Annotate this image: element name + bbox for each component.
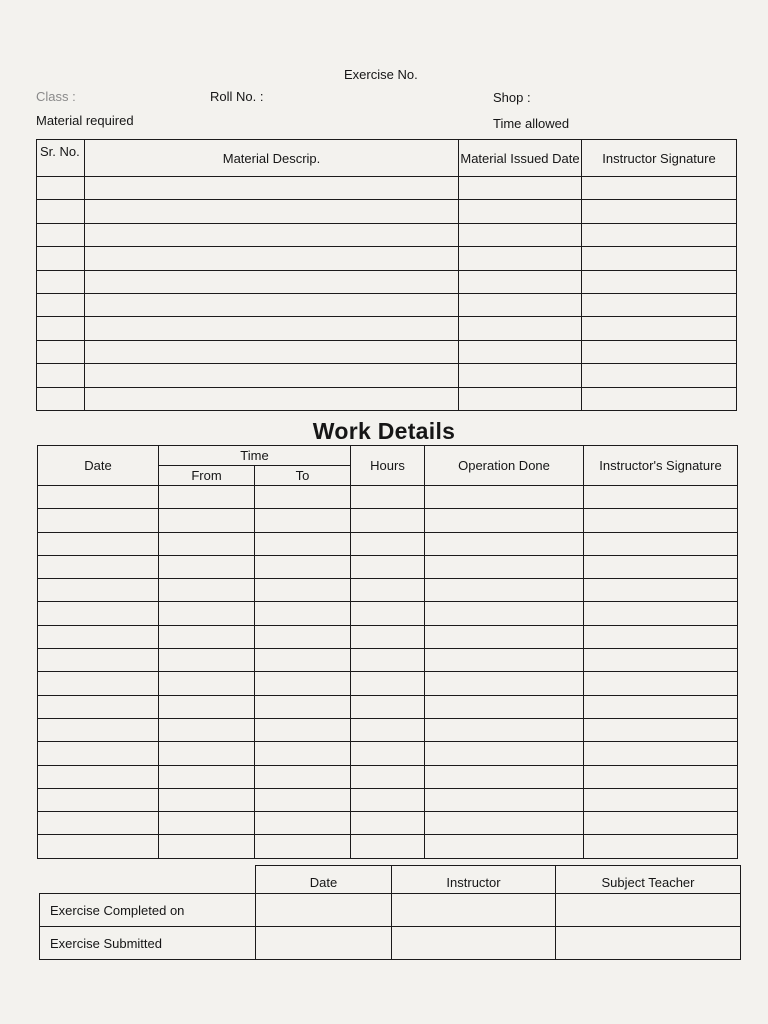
instructor-signature-cell[interactable] [582,293,737,316]
material-description-cell[interactable] [85,177,459,200]
material-table-row [37,247,737,270]
issued-date-cell[interactable] [459,247,582,270]
date-cell[interactable] [38,695,159,718]
operation-done-cell[interactable] [425,602,584,625]
work-table-row [38,672,738,695]
material-description-cell[interactable] [85,364,459,387]
sr-no-cell[interactable] [37,293,85,316]
hours-cell[interactable] [351,509,425,532]
date-cell[interactable] [38,579,159,602]
date-cell[interactable] [38,742,159,765]
time-to-cell[interactable] [255,695,351,718]
instructors-signature-cell[interactable] [584,672,738,695]
hours-cell[interactable] [351,788,425,811]
instructors-signature-cell[interactable] [584,486,738,509]
time-to-cell[interactable] [255,835,351,858]
date-cell[interactable] [38,602,159,625]
instructors-signature-cell[interactable] [584,625,738,648]
work-table-row [38,788,738,811]
material-description-header: Material Descrip. [85,140,459,177]
time-to-cell[interactable] [255,625,351,648]
time-to-cell[interactable] [255,649,351,672]
date-cell[interactable] [38,555,159,578]
sr-no-cell[interactable] [37,270,85,293]
instructor-signature-cell[interactable] [582,200,737,223]
instructors-signature-cell[interactable] [584,509,738,532]
submitted-date-cell[interactable] [256,927,392,960]
hours-cell[interactable] [351,672,425,695]
sr-no-header: Sr. No. [37,140,85,177]
work-table-row [38,555,738,578]
issued-date-cell[interactable] [459,293,582,316]
material-table-row [37,177,737,200]
work-table-row [38,742,738,765]
instructors-signature-header: Instructor's Signature [584,446,738,486]
date-cell[interactable] [38,812,159,835]
issued-date-cell[interactable] [459,340,582,363]
time-to-cell[interactable] [255,486,351,509]
work-table-row [38,765,738,788]
operation-done-cell[interactable] [425,625,584,648]
work-table-row [38,579,738,602]
instructors-signature-cell[interactable] [584,532,738,555]
time-from-cell[interactable] [159,718,255,741]
work-table-header-row [38,446,738,466]
instructors-signature-cell[interactable] [584,765,738,788]
instructor-signature-cell[interactable] [582,177,737,200]
time-to-cell[interactable] [255,718,351,741]
completion-corner-cell [40,866,256,894]
instructors-signature-cell[interactable] [584,579,738,602]
shop-label: Shop : [493,90,531,105]
sr-no-cell[interactable] [37,387,85,410]
date-cell[interactable] [38,718,159,741]
hours-cell[interactable] [351,649,425,672]
hours-cell[interactable] [351,695,425,718]
time-from-cell[interactable] [159,765,255,788]
time-to-cell[interactable] [255,555,351,578]
work-table-row [38,835,738,858]
hours-cell[interactable] [351,532,425,555]
operation-done-cell[interactable] [425,509,584,532]
time-from-cell[interactable] [159,532,255,555]
completion-subject-teacher-header: Subject Teacher [556,866,741,894]
operation-done-cell[interactable] [425,649,584,672]
hours-cell[interactable] [351,486,425,509]
issued-date-cell[interactable] [459,200,582,223]
time-from-cell[interactable] [159,695,255,718]
completion-table [39,865,741,960]
roll-no-label: Roll No. : [210,89,264,104]
work-table-row [38,649,738,672]
operation-done-cell[interactable] [425,812,584,835]
operation-done-cell[interactable] [425,695,584,718]
sr-no-cell[interactable] [37,317,85,340]
time-from-cell[interactable] [159,672,255,695]
class-label: Class : [36,89,76,104]
material-table-row [37,387,737,410]
instructor-signature-cell[interactable] [582,387,737,410]
time-to-cell[interactable] [255,672,351,695]
instructor-signature-cell[interactable] [582,270,737,293]
work-table-row [38,509,738,532]
time-to-cell[interactable] [255,765,351,788]
material-description-cell[interactable] [85,223,459,246]
operation-done-cell[interactable] [425,765,584,788]
exercise-no-label: Exercise No. [344,67,418,82]
sr-no-cell[interactable] [37,364,85,387]
instructors-signature-cell[interactable] [584,788,738,811]
operation-done-cell[interactable] [425,788,584,811]
completed-subject-teacher-cell[interactable] [556,894,741,927]
exercise-submitted-label: Exercise Submitted [40,927,256,960]
operation-done-cell[interactable] [425,486,584,509]
work-table-row [38,602,738,625]
time-from-cell[interactable] [159,742,255,765]
hours-cell[interactable] [351,742,425,765]
exercise-completed-label: Exercise Completed on [40,894,256,927]
material-table-row [37,317,737,340]
material-description-cell[interactable] [85,270,459,293]
operation-done-cell[interactable] [425,672,584,695]
instructors-signature-cell[interactable] [584,742,738,765]
time-from-cell[interactable] [159,625,255,648]
instructors-signature-cell[interactable] [584,602,738,625]
material-table-row [37,364,737,387]
sr-no-cell[interactable] [37,340,85,363]
time-to-cell[interactable] [255,509,351,532]
instructor-signature-cell[interactable] [582,247,737,270]
hours-cell[interactable] [351,602,425,625]
instructor-signature-cell[interactable] [582,340,737,363]
time-from-cell[interactable] [159,812,255,835]
time-allowed-label: Time allowed [493,116,570,131]
date-header: Date [38,446,159,486]
operation-done-header: Operation Done [425,446,584,486]
instructors-signature-cell[interactable] [584,649,738,672]
sr-no-cell[interactable] [37,223,85,246]
exercise-completed-row [40,894,741,927]
work-table-row [38,532,738,555]
time-to-cell[interactable] [255,812,351,835]
date-cell[interactable] [38,649,159,672]
issued-date-cell[interactable] [459,387,582,410]
submitted-instructor-cell[interactable] [392,927,556,960]
time-to-cell[interactable] [255,602,351,625]
date-cell[interactable] [38,765,159,788]
work-table-row [38,625,738,648]
material-table-row [37,293,737,316]
time-from-cell[interactable] [159,602,255,625]
work-details-title: Work Details [312,418,456,444]
work-table-row [38,812,738,835]
time-to-cell[interactable] [255,532,351,555]
time-from-cell[interactable] [159,835,255,858]
issued-date-cell[interactable] [459,364,582,387]
time-from-cell[interactable] [159,649,255,672]
completion-instructor-header: Instructor [392,866,556,894]
date-cell[interactable] [38,625,159,648]
instructor-signature-cell[interactable] [582,317,737,340]
time-from-cell[interactable] [159,788,255,811]
hours-cell[interactable] [351,555,425,578]
issued-date-cell[interactable] [459,270,582,293]
completion-date-header: Date [256,866,392,894]
date-cell[interactable] [38,672,159,695]
material-table-row [37,223,737,246]
hours-cell[interactable] [351,835,425,858]
sr-no-cell[interactable] [37,200,85,223]
issued-date-cell[interactable] [459,223,582,246]
work-table-row [38,695,738,718]
submitted-subject-teacher-cell[interactable] [556,927,741,960]
issued-date-cell[interactable] [459,317,582,340]
material-description-cell[interactable] [85,340,459,363]
operation-done-cell[interactable] [425,835,584,858]
instructors-signature-cell[interactable] [584,555,738,578]
time-from-cell[interactable] [159,486,255,509]
material-description-cell[interactable] [85,247,459,270]
hours-cell[interactable] [351,812,425,835]
work-table-row [38,486,738,509]
instructor-signature-cell[interactable] [582,364,737,387]
instructor-signature-header: Instructor Signature [582,140,737,177]
time-to-header: To [255,466,351,486]
time-from-cell[interactable] [159,579,255,602]
material-description-cell[interactable] [85,293,459,316]
work-details-table [37,445,738,859]
date-cell[interactable] [38,486,159,509]
material-table-row [37,200,737,223]
time-from-header: From [159,466,255,486]
time-from-cell[interactable] [159,509,255,532]
completion-header-row [40,866,741,894]
time-to-cell[interactable] [255,742,351,765]
time-header: Time [159,446,351,466]
material-table-row [37,270,737,293]
material-table-row [37,340,737,363]
hours-cell[interactable] [351,765,425,788]
material-description-cell[interactable] [85,317,459,340]
operation-done-cell[interactable] [425,579,584,602]
material-description-cell[interactable] [85,387,459,410]
time-to-cell[interactable] [255,579,351,602]
issued-date-cell[interactable] [459,177,582,200]
hours-header: Hours [351,446,425,486]
exercise-submitted-row [40,927,741,960]
date-cell[interactable] [38,509,159,532]
sr-no-cell[interactable] [37,247,85,270]
instructors-signature-cell[interactable] [584,835,738,858]
material-required-label: Material required [36,113,134,128]
instructor-signature-cell[interactable] [582,223,737,246]
instructors-signature-cell[interactable] [584,812,738,835]
instructors-signature-cell[interactable] [584,718,738,741]
date-cell[interactable] [38,532,159,555]
hours-cell[interactable] [351,579,425,602]
operation-done-cell[interactable] [425,555,584,578]
material-description-cell[interactable] [85,200,459,223]
material-table-header [37,140,737,177]
operation-done-cell[interactable] [425,532,584,555]
date-cell[interactable] [38,788,159,811]
hours-cell[interactable] [351,718,425,741]
sr-no-cell[interactable] [37,177,85,200]
operation-done-cell[interactable] [425,742,584,765]
date-cell[interactable] [38,835,159,858]
material-table [36,139,737,411]
material-issued-date-header: Material Issued Date [459,140,582,177]
hours-cell[interactable] [351,625,425,648]
work-table-row [38,718,738,741]
instructors-signature-cell[interactable] [584,695,738,718]
completed-date-cell[interactable] [256,894,392,927]
time-from-cell[interactable] [159,555,255,578]
operation-done-cell[interactable] [425,718,584,741]
completed-instructor-cell[interactable] [392,894,556,927]
time-to-cell[interactable] [255,788,351,811]
